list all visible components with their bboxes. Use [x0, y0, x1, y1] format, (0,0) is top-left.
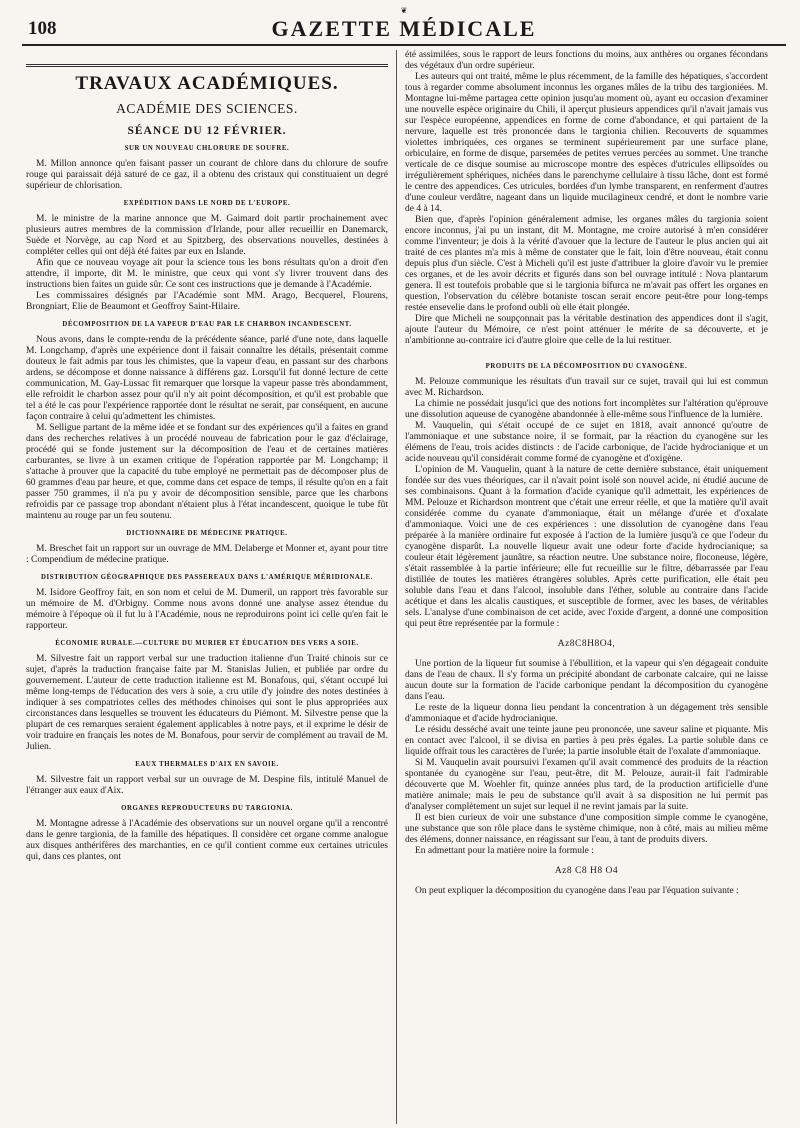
paragraph: En admettant pour la matière noire la formule : [415, 846, 594, 856]
article-heading: ORGANES REPRODUCTEURS DU TARGIONIA. [121, 805, 293, 812]
article-heading: DISTRIBUTION GÉOGRAPHIQUE DES PASSEREAUX DANS L'AMÉRIQUE MÉRIDIONALE. [41, 574, 373, 581]
paragraph: M. Pelouze communique les résultats d'un travail sur ce sujet, travail qui lui est commun avec M. Richardson. [405, 377, 768, 398]
chemical-formula: Az8 C8 H8 O4 [554, 866, 619, 876]
paragraph: M. Montagne adresse à l'Académie des observations sur un nouvel organe qu'il a rencontré dans le genre targionia, de la famille des hépatiques. Il considère cet organe comme analogue aux disques anthérifères des marchanties, en ce qu'il contient comme eux certaines utricules qui, dans ces plantes, ont [26, 819, 388, 862]
paragraph: été assimilées, sous le rapport de leurs fonctions du moins, aux anthères ou organes fécondans des végétaux d'un ordre supérieur. [405, 50, 768, 71]
masthead [22, 6, 786, 46]
paragraph: M. le ministre de la marine annonce que M. Gaimard doit partir prochainement avec plusieurs autres membres de la commission d'Irlande, pour aller recueillir en Danemarck, Suède et Norvège, au cap Nord et au Spitzberg, des observations nouvelles, destinées à compléter celles qui ont déjà été faites par eux en Islande. [26, 214, 388, 257]
page-number: 108 [28, 18, 57, 39]
paragraph: M. Breschet fait un rapport sur un ouvrage de MM. Delaberge et Monner et, ayant pour titre : Compendium de médecine pratique. [26, 544, 388, 565]
paragraph: Les commissaires désignés par l'Académie sont MM. Arago, Becquerel, Flourens, Brongniart, Elie de Beaumont et Geoffroy Saint-Hilaire. [26, 291, 388, 312]
paragraph: On peut expliquer la décomposition du cyanogène dans l'eau par l'équation suivante : [415, 886, 739, 896]
article-heading: EAUX THERMALES D'AIX EN SAVOIE. [135, 761, 279, 768]
paragraph: Afin que ce nouveau voyage ait pour la science tous les bons résultats qu'on a droit d'en attendre, il importe, dit M. le ministre, que ceux qui vont s'y livrer trouvent dans des instructions bien faites un guide sûr. Ce sont ces instructions que je demande à l'Académie. [26, 258, 388, 290]
paragraph: Si M. Vauquelin avait poursuivi l'examen qu'il avait commencé des produits de la réaction spontanée du cyanogène sur l'eau, peut-être, dit M. Pelouze, aurait-il fait l'admirable découverte que M. Woehler fit, quinze années plus tard, de la production artificielle d'une matière animale; mais le peu de substance qu'il avait à sa disposition ne lui permit pas d'analyser complètement un sujet sur lequel il ne revint jamais par la suite. [405, 758, 768, 812]
paragraph: Il est bien curieux de voir une substance d'une composition simple comme le cyanogène, une substance que son rôle place dans le système chimique, non à côté, mais au milieu même des élémens, donner naissance, en réagissant sur l'eau, à tant de produits divers. [405, 813, 768, 845]
article-heading: DICTIONNAIRE DE MÉDECINE PRATIQUE. [126, 530, 288, 537]
ornament-icon: ❦ [400, 6, 408, 15]
article-heading: EXPÉDITION DANS LE NORD DE L'EUROPE. [123, 200, 291, 207]
paragraph: M. Silvestre fait un rapport verbal sur une traduction italienne d'un Traité chinois sur ce sujet, d'après la traduction française faite par M. Stanislas Julien, et publiée par ordre du gouvernement. L'auteur de cette traduction italienne est M. Bonafous, qui, s'étant occupé lui même long-temps de l'éducation des vers à soie, a cru utile d'y joindre des notes destinées à indiquer à ses compatriotes celles des méthodes chinoises qui sont le plus appropriées aux circonstances dans lesquelles se trouvent les éducateurs du Piémont. M. Silvestre pense que la plupart de ces remarques seraient également applicables à notre pays, et il exprime le désir de voir traduire en français les notes de M. Bonafous, pour servir de complément au travail de M. Julien. [26, 654, 388, 752]
chemical-formula: Az8C8H8O4, [557, 639, 616, 649]
paragraph: M. Isidore Geoffroy fait, en son nom et celui de M. Dumeril, un rapport très favorable sur un mémoire de M. d'Orbigny. Comme nous avons donné une analyse assez étendue du mémoire à l'époque où il fut lu à l'Académie, nous ne reproduirons point ici celle qu'en fait le rapporteur. [26, 588, 388, 631]
article-heading: DÉCOMPOSITION DE LA VAPEUR D'EAU PAR LE CHARBON INCANDESCENT. [62, 321, 352, 328]
paragraph: Bien que, d'après l'opinion généralement admise, les organes mâles du targionia soient encore inconnus, j'ai pu un instant, dit M. Montagne, me croire autorisé à m'en considérer comme l'inventeur; je dois à la vérité d'avouer que la lecture de l'auteur le plus ancien qui ait traité de ces plantes m'a mis à même de constater que le fait, loin d'être nouveau, était connu depuis plus d'un siècle. C'est à Micheli qu'il est juste d'attribuer la gloire d'avoir vu le premier ces organes, et de les avoir décrits et figurés dans son bel ouvrage intitulé : Nova plantarum genera. Il est toutefois probable que si le targionia bifurca ne m'avait pas offert les organes en question, l'observation du célèbre botaniste toscan serait encore peut-être pour long-temps restée ensevelie dans le profond oubli où elle était plongée. [405, 215, 768, 313]
paragraph: M. Vauquelin, qui s'était occupé de ce sujet en 1818, avait annoncé qu'outre de l'ammoniaque et une substance noire, il se formait, par la réaction du cyanogène sur les élémens de l'eau, trois acides distincts : de l'acide carbonique, de l'acide hydrocianique et un acide nouveau qu'il considérait comme formé de cyanogène et d'oxigène. [405, 421, 768, 464]
session-title: SÉANCE DU 12 FÉVRIER. [127, 125, 287, 137]
section-title: TRAVAUX ACADÉMIQUES. [26, 64, 388, 95]
paragraph: L'opinion de M. Vauquelin, quant à la nature de cette dernière substance, était uniquement fondée sur des vues théoriques, car il n'avait point isolé son nouvel acide, ni étudié aucune de ses combinaisons. Quant à la formation d'acide cyanique qu'il admettait, les expériences de MM. Pelouze et Richardson montrent que c'était une erreur réelle, et que la matière qu'il avait considérée comme du cyanate d'ammoniaque, était un mélange d'urée et d'oxalate d'ammoniaque. Voici une de ces expériences : une dissolution de cyanogène dans l'eau préparée à la manière ordinaire fut exposée à l'action de la lumière jusqu'à ce que l'odeur du cyanogène disparût. La nouvelle liqueur avait une odeur forte d'acide hydrocianique; sa couleur était légèrement jaunâtre, sa réaction neutre. Une substance noire, floconeuse, légère, s'était rassemblée à la partie inférieure; elle fut recueillie sur le filtre, débarrassée par l'eau distillée de toutes les matières étrangères solubles. Après cette purification, elle était peu soluble dans l'eau et dans l'alcool, insoluble dans l'éther, soluble au contraire dans l'acide acétique et dans les alcalis caustiques, et susceptible de former, avec les bases, de véritables sels. L'analyse d'une combinaison de cet acide, avec l'oxide d'argent, a donné une composition qui peut être représentée par la formule : [405, 465, 768, 629]
academy-title: ACADÉMIE DES SCIENCES. [116, 101, 298, 116]
paragraph: M. Millon annonce qu'en faisant passer un courant de chlore dans du chlorure de soufre rouge qui paraissait déjà saturé de ce gaz, il a obtenu des cristaux qui constituaient un degré supérieur de chlorisation. [26, 159, 388, 191]
article-heading: PRODUITS DE LA DÉCOMPOSITION DU CYANOGÈNE. [485, 363, 688, 370]
columns [22, 50, 786, 1124]
journal-title: GAZETTE MÉDICALE [271, 16, 537, 41]
left-column [22, 50, 397, 1124]
paragraph: Une portion de la liqueur fut soumise à l'ébullition, et la vapeur qui s'en dégageait conduite dans de l'eau de chaux. Il s'y forma un précipité abondant de carbonate calcaire, qui ne laisse aucun doute sur la formation de l'acide carbonique pendant la décomposition du cyanogène dans l'eau. [405, 659, 768, 702]
right-column [397, 50, 772, 1124]
article-heading: ÉCONOMIE RURALE.—CULTURE DU MURIER ET ÉDUCATION DES VERS A SOIE. [55, 640, 359, 647]
paragraph: La chimie ne possédait jusqu'ici que des notions fort incomplètes sur l'altération qu'éprouve une dissolution aqueuse de cyanogène abandonnée à elle-même sous l'influence de la lumière. [405, 399, 768, 420]
paragraph: Le résidu desséché avait une teinte jaune peu prononcée, une saveur saline et piquante. Mis en contact avec l'alcool, il se divisa en parties à peu près égales. La partie soluble dans ce liquide offrait tous les caractères de l'urée; la partie insoluble était de l'oxalate d'ammoniaque. [405, 725, 768, 757]
paragraph: Le reste de la liqueur donna lieu pendant la concentration à un dégagement très sensible d'ammoniaque et d'acide hydrocianique. [405, 703, 768, 724]
paragraph: M. Silvestre fait un rapport verbal sur un ouvrage de M. Despine fils, intitulé Manuel de l'étranger aux eaux d'Aix. [26, 775, 388, 796]
paragraph: M. Selligue partant de la même idée et se fondant sur des expériences qu'il a faites en grand dans des recherches relatives à un procédé nouveau de fabrication pour le gaz d'éclairage, procédé qui se fonde justement sur la décomposition de l'eau et de certaines matières carburantes, se livre à un examen critique de l'opération rapportée par M. Longchamp; il s'attache à prouver que la capacité du tube employé ne permettait pas de décomposer plus de 60 grammes d'eau par heure, et que, comme dans cet espace de temps, il résulte qu'on en a fait passer 750 grammes, il n'a pu y avoir de décomposition sensible, parce que les charbons refroidis par ce passage trop abondant n'étaient plus à l'état incandescent, quoique le tube fût maintenu au rouge par un feu soutenu. [26, 423, 388, 521]
paragraph: Dire que Micheli ne soupçonnait pas la véritable destination des appendices dont il s'agit, ajoute l'auteur du Mémoire, ce n'est point atténuer le mérite de sa découverte, et je n'ambitionne au-contraire ici d'autre gloire que celle de la lui restituer. [405, 314, 768, 346]
paragraph: Nous avons, dans le compte-rendu de la précédente séance, parlé d'une note, dans laquelle M. Longchamp, d'après une expérience dont il faisait connaître les détails, présentait comme douteux le fait admis par tous les chimistes, que la vapeur d'eau, en passant sur des charbons ardens, se décompose et donne naissance à différens gaz. Lorsqu'il fut donné lecture de cette communication, M. Gay-Lussac fit remarquer que lorsque la vapeur passe très abondamment, elle refroidit le charbon assez pour qu'il n'y ait point décomposition, et qu'il est probable que tel a été le cas pour l'expérience rapportée dont le résultat ne serait, par conséquent, en aucune façon contraire à celui qu'admettent les chimistes. [26, 335, 388, 422]
paragraph: Les auteurs qui ont traité, même le plus récemment, de la famille des hépatiques, s'accordent tous à regarder comme absolument inconnus les organes mâles de la tribu des targioniées. M. Montagne lui-même partagea cette opinion jusqu'au moment où, ayant eu occasion d'examiner une nouvelle espèce originaire du Chili, il aperçut plusieurs appendices qu'il n'avait jamais vus sur l'espèce européenne, appendices en forme de corne d'abondance, et qui partaient de la nervure, laquelle est très prononcée dans le targionia chilien. Recouverts de squammes violettes imbriquées, ces organes se terminent supérieurement par une surface plane, orbiculaire, en forme de disque, parsemées de petites verrues percées au sommet. Une tranche verticale de ce disque soumise au microscope montre des espèces d'utricules ellipsoïdes ou irrégulièrement sphériques, nichées dans le parenchyme cellulaire à tissu lâche, dont est formé le centre des appendices. Ces utricules, bordées d'un lymbe transparent, en renferment d'autres d'une couleur verdâtre, nageant dans un liquide mucilagineux cendré, et dont le nombre varie de 4 à 14. [405, 72, 768, 214]
article-heading: SUR UN NOUVEAU CHLORURE DE SOUFRE. [124, 145, 290, 152]
